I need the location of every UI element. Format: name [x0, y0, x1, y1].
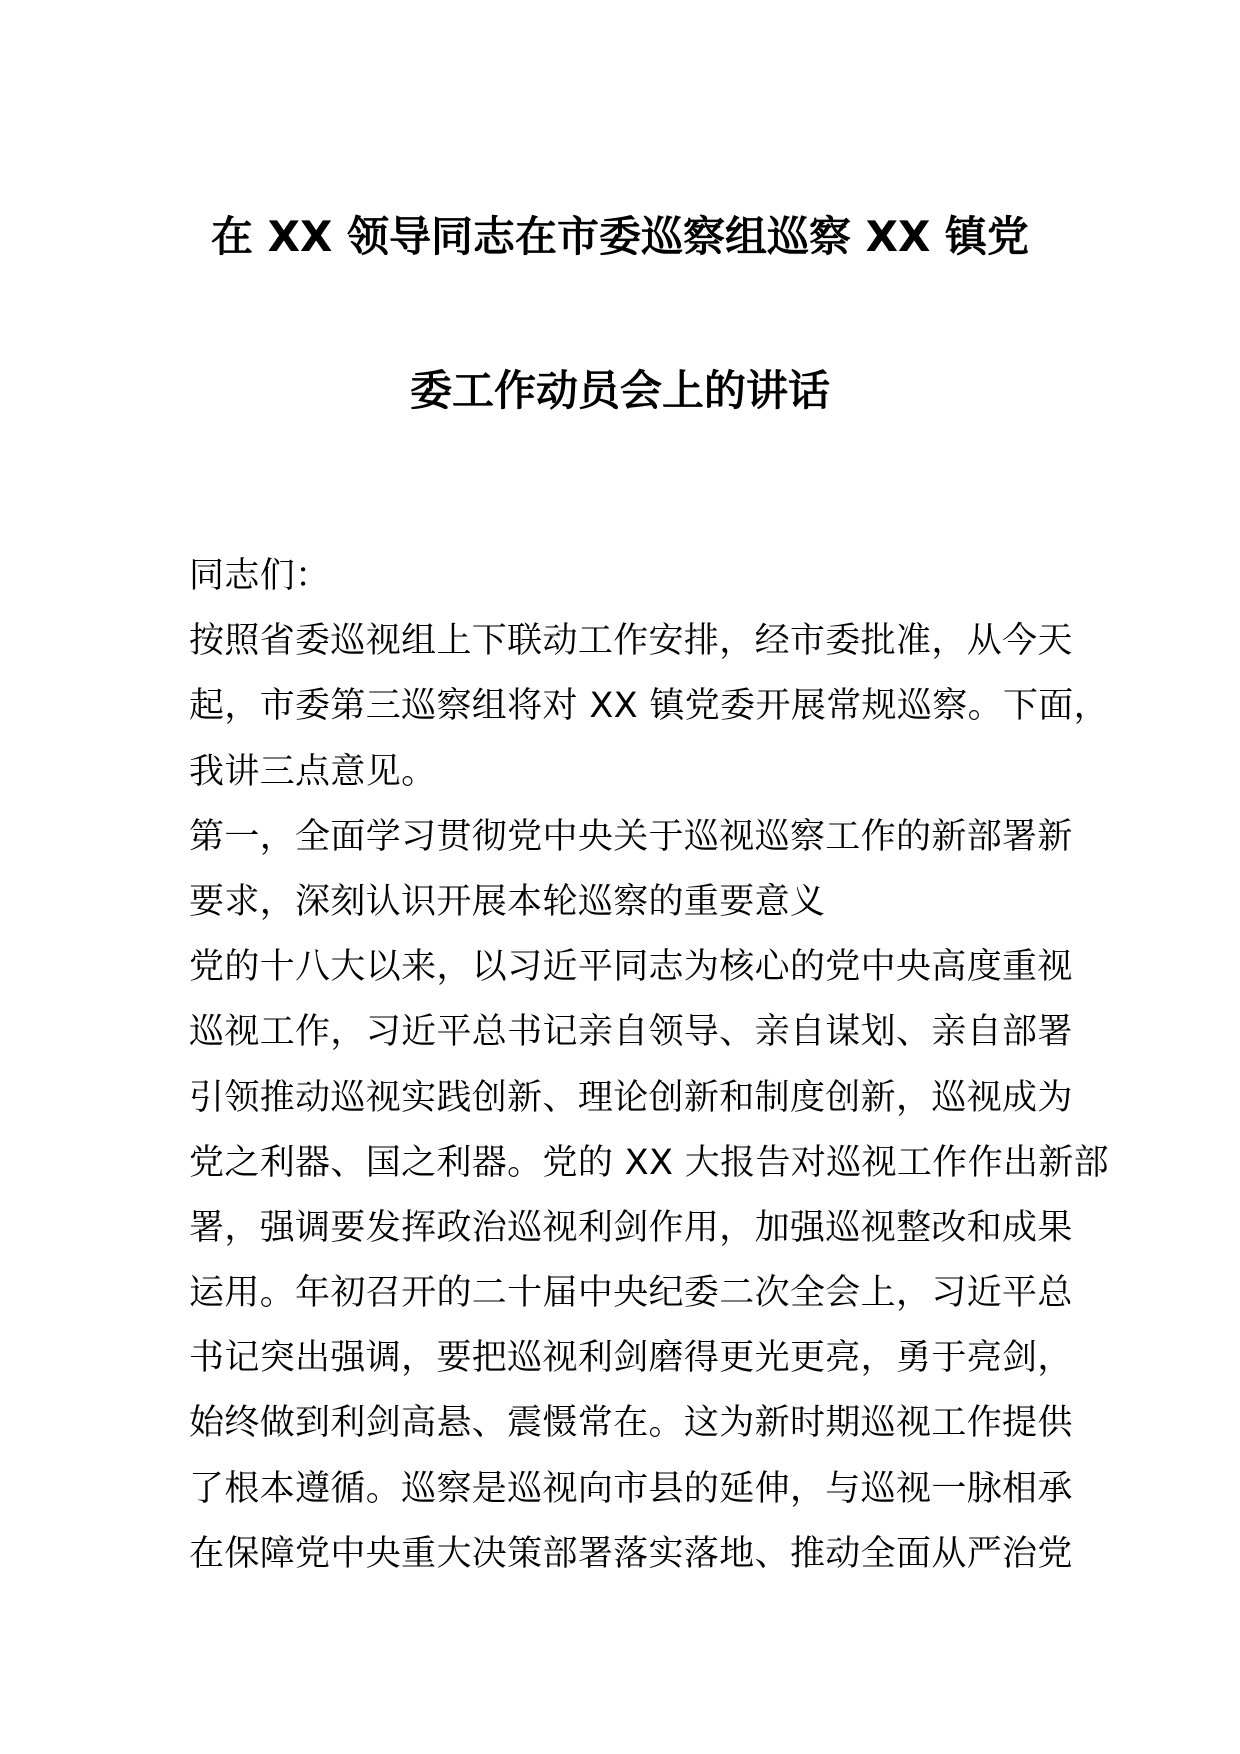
section-heading-line: 要求，深刻认识开展本轮巡察的重要意义 [189, 881, 826, 922]
body-line: 党的十八大以来，以习近平同志为核心的党中央高度重视 [189, 947, 1073, 988]
body-line: 书记突出强调，要把巡视利剑磨得更光更亮，勇于亮剑， [189, 1338, 1073, 1379]
document-title-line-1: 在 XX 领导同志在市委巡察组巡察 XX 镇党 [210, 212, 1030, 261]
document-title-line-2: 委工作动员会上的讲话 [409, 366, 830, 415]
body-line: 巡视工作，习近平总书记亲自领导、亲自谋划、亲自部署 [189, 1012, 1073, 1053]
body-line: 在保障党中央重大决策部署落实落地、推动全面从严治党 [189, 1533, 1073, 1574]
body-line: 按照省委巡视组上下联动工作安排，经市委批准，从今天 [189, 621, 1073, 662]
section-heading-line: 第一，全面学习贯彻党中央关于巡视巡察工作的新部署新 [189, 816, 1073, 857]
body-line: 起，市委第三巡察组将对 XX 镇党委开展常规巡察。下面， [189, 686, 1110, 727]
body-line: 引领推动巡视实践创新、理论创新和制度创新，巡视成为 [189, 1077, 1073, 1118]
body-line: 党之利器、国之利器。党的 XX 大报告对巡视工作作出新部 [189, 1142, 1110, 1183]
salutation: 同志们： [189, 556, 331, 596]
body-line: 了根本遵循。巡察是巡视向市县的延伸，与巡视一脉相承 [189, 1468, 1073, 1509]
document-body [189, 544, 1110, 1587]
body-line: 始终做到利剑高悬、震慑常在。这为新时期巡视工作提供 [189, 1403, 1073, 1444]
body-line: 署，强调要发挥政治巡视利剑作用，加强巡视整改和成果 [189, 1207, 1073, 1248]
body-line: 运用。年初召开的二十届中央纪委二次全会上，习近平总 [189, 1273, 1073, 1314]
body-line: 我讲三点意见。 [189, 751, 437, 792]
